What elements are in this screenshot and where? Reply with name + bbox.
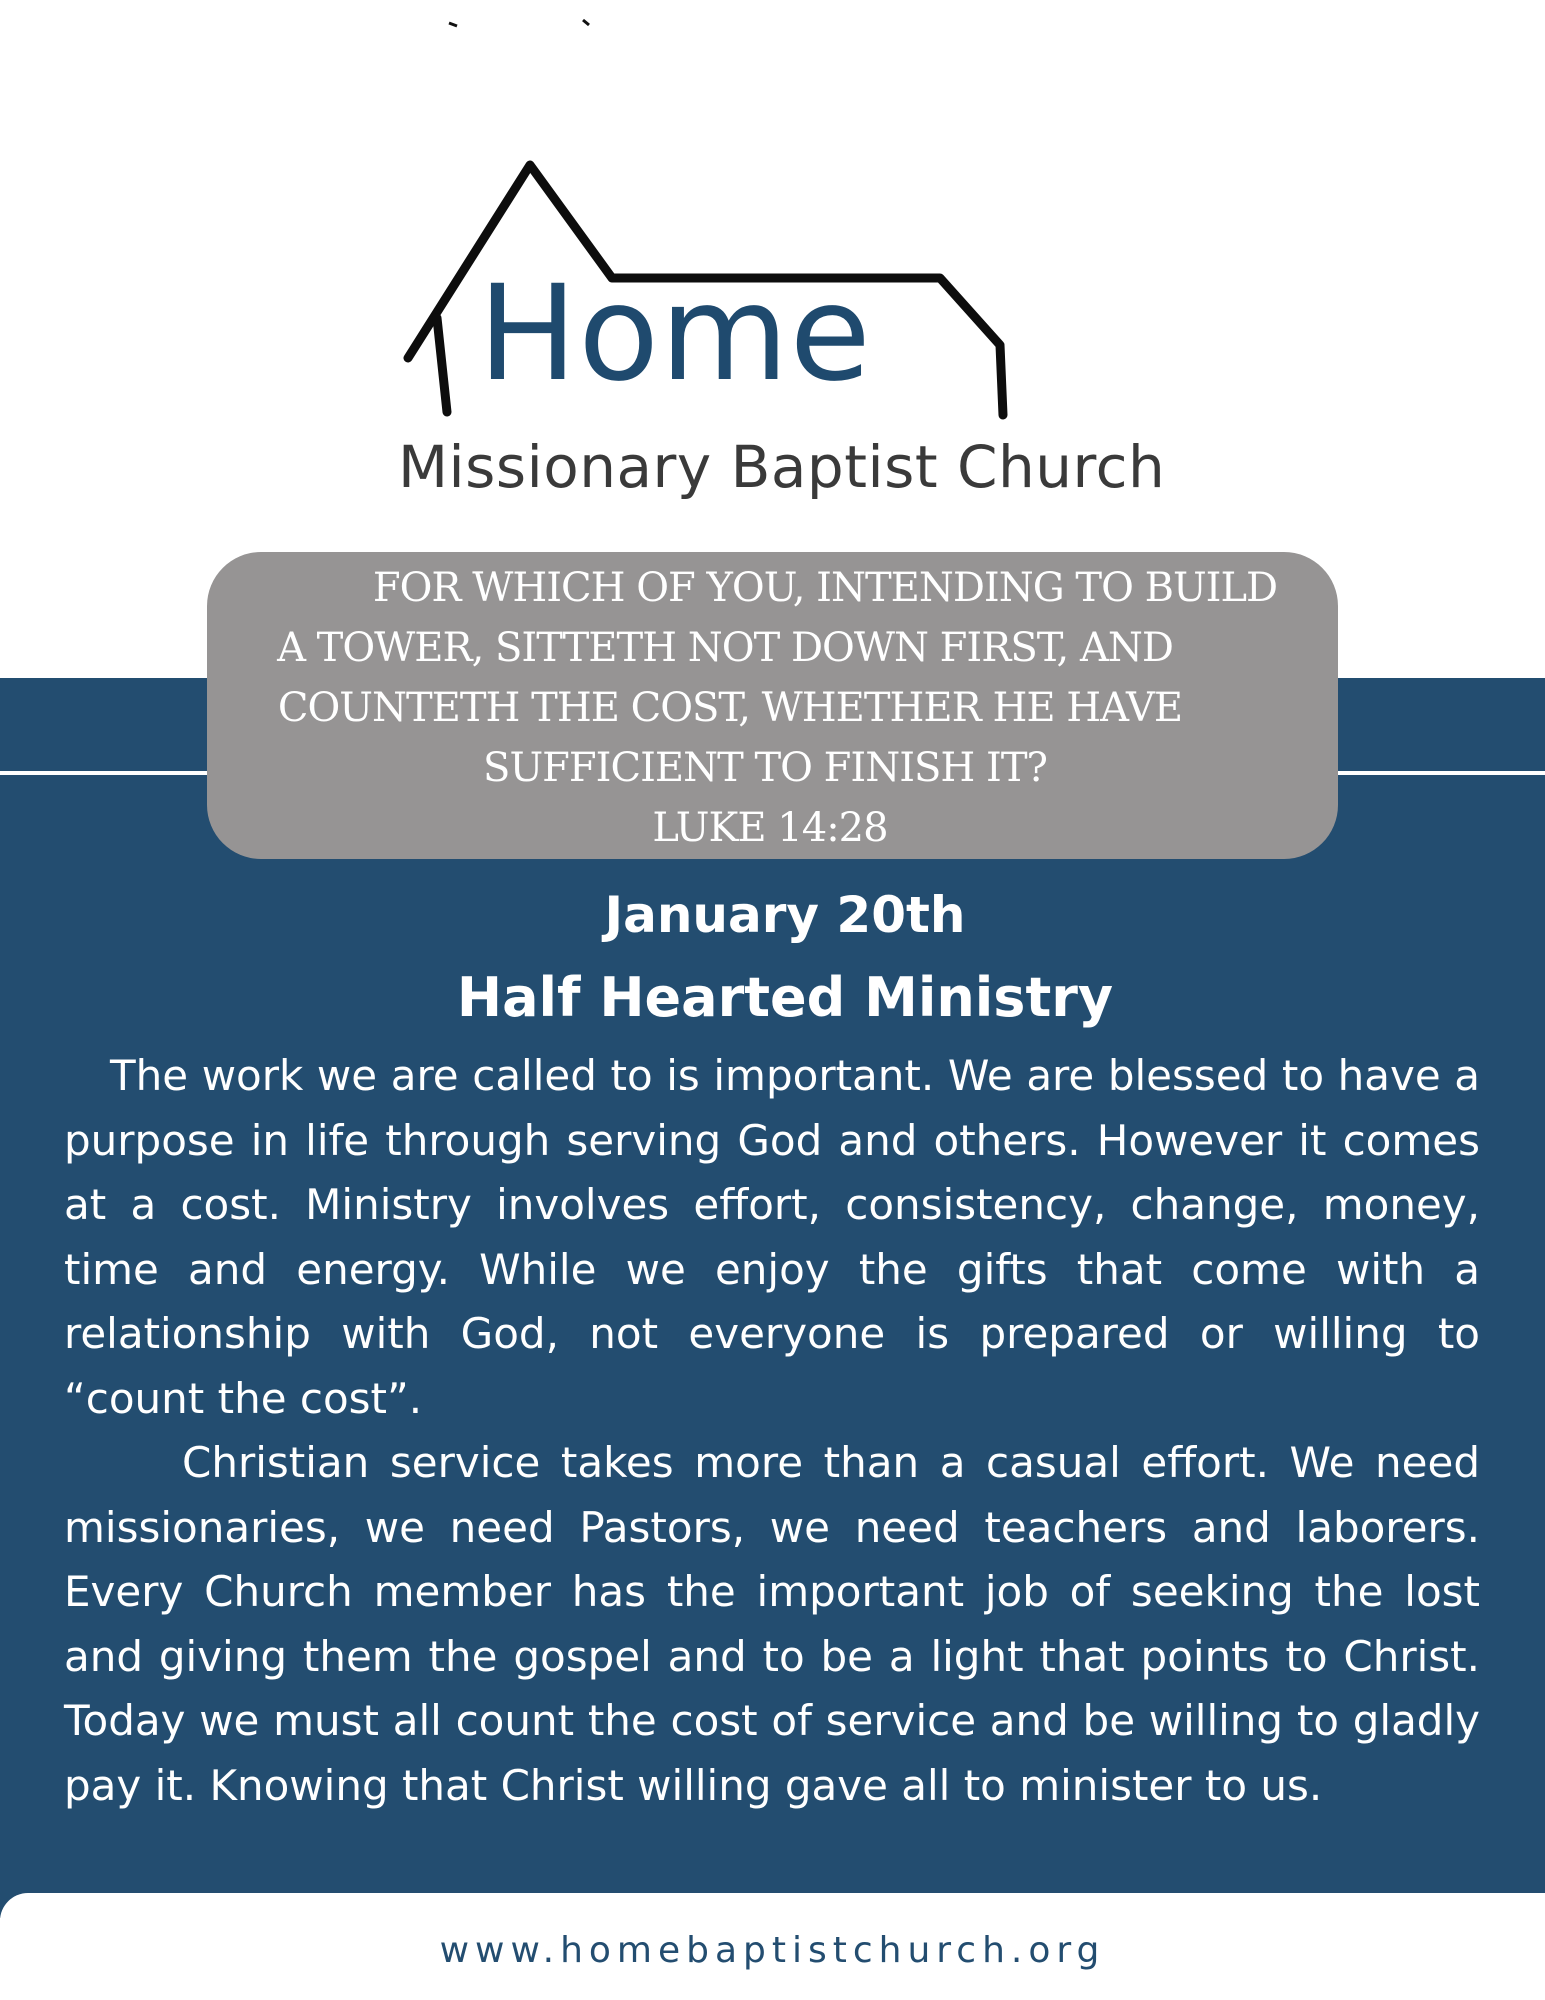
devotion-body xyxy=(64,1044,1480,1818)
devotion-paragraph-1: The work we are called to is important. We are blessed to have a purpose in life through serving God and others. However it comes at a cost. Ministry involves effort, consistency, change, money, time and energy. While we enjoy the gifts that come with a relationship with God, not everyone is prepared or willing to “count the cost”. xyxy=(64,1051,1480,1423)
devotion-title: Half Hearted Ministry xyxy=(456,966,1114,1029)
logo-wordmark: Home xyxy=(478,257,872,411)
website-link[interactable]: www.homebaptistchurch.org xyxy=(439,1930,1106,1971)
quote-line: COUNTETH THE COST, WHETHER HE HAVE xyxy=(277,685,1183,731)
devotion-paragraph-2: Christian service takes more than a casual effort. We need missionaries, we need Pastors, we need teachers and laborers. Every Church member has the important job of seeking the lost and giving them the gospel and to be a light that points to Christ. Today we must all count the cost of service and be willing to gladly pay it. Knowing that Christ willing gave all to minister to us. xyxy=(64,1438,1480,1810)
quote-line: FOR WHICH OF YOU, INTENDING TO BUILD xyxy=(372,565,1278,611)
quote-line: A TOWER, SITTETH NOT DOWN FIRST, AND xyxy=(277,625,1173,671)
devotion-date: January 20th xyxy=(604,886,966,944)
logo-subtitle: Missionary Baptist Church xyxy=(398,433,1166,501)
scripture-quote xyxy=(215,558,1345,858)
church-logo xyxy=(0,0,1545,560)
quote-line: SUFFICIENT TO FINISH IT? xyxy=(483,745,1047,791)
quote-reference: LUKE 14:28 xyxy=(652,805,888,851)
